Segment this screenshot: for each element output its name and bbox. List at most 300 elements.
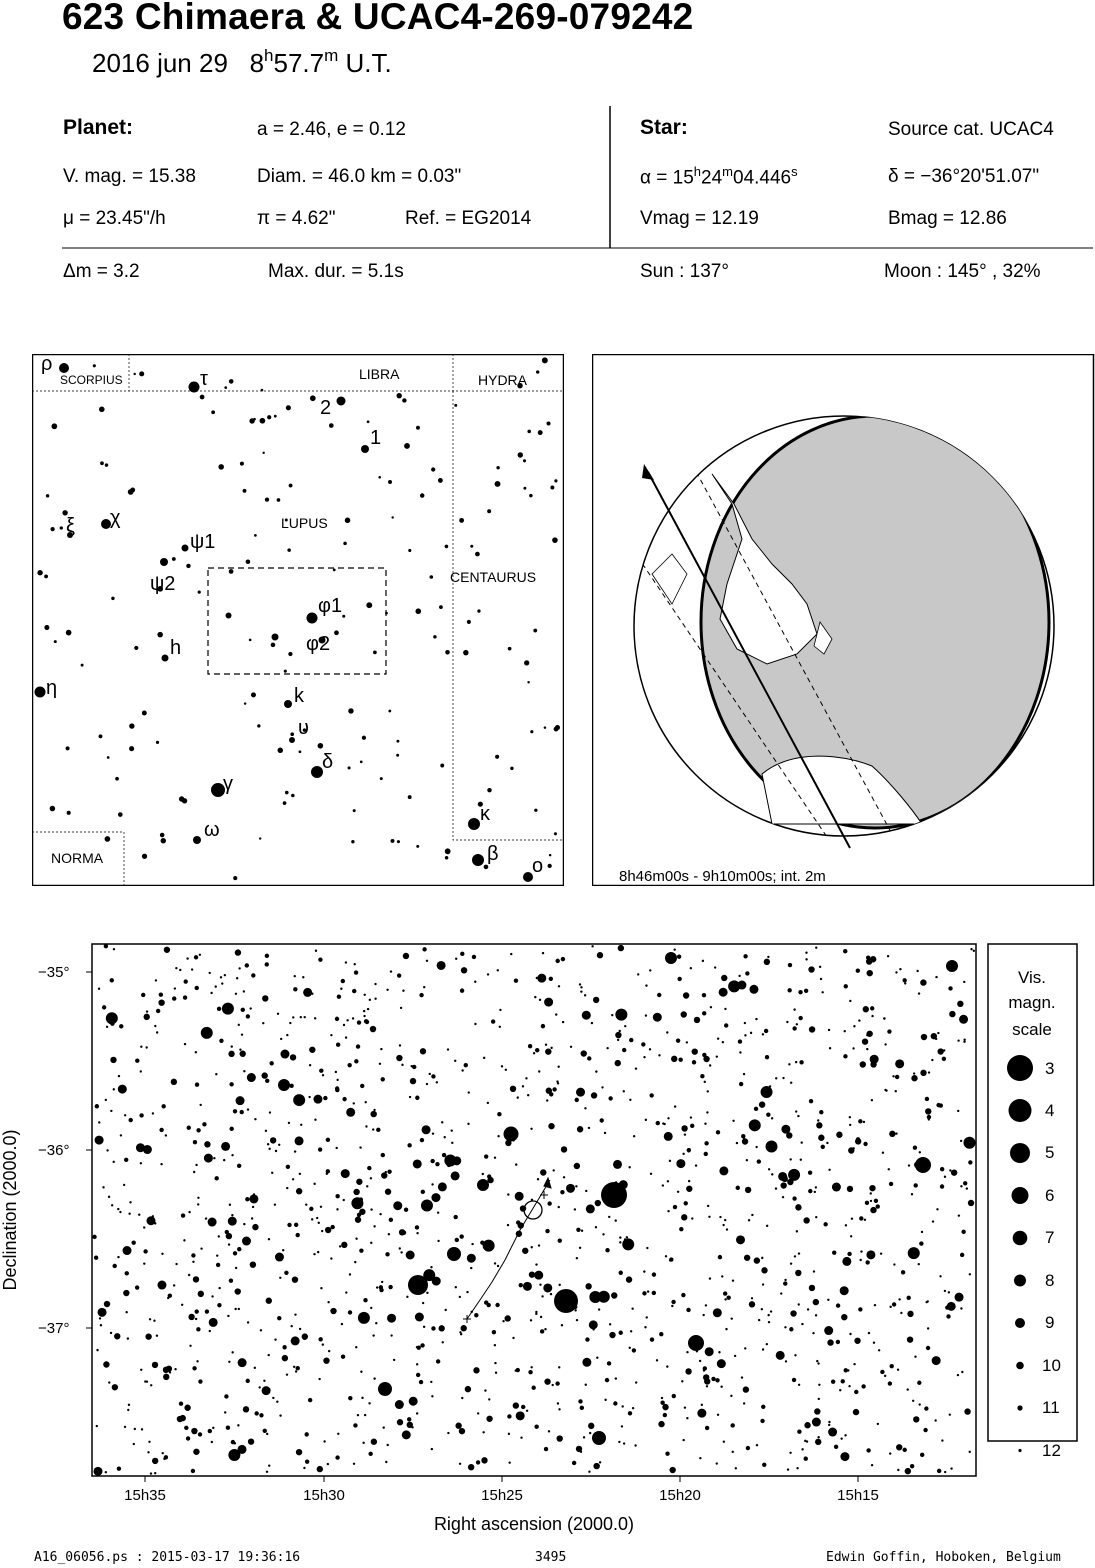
detail-star <box>572 1461 576 1465</box>
detail-star <box>468 1091 470 1093</box>
detail-star <box>148 1441 150 1443</box>
scale-dot <box>1007 1055 1033 1081</box>
detail-star <box>940 1184 944 1188</box>
detail-star <box>499 1009 501 1011</box>
star-label-o: o <box>532 855 544 877</box>
detail-star <box>113 1088 115 1090</box>
detail-star <box>665 1255 667 1257</box>
detail-star <box>413 1402 415 1404</box>
detail-star <box>957 1374 959 1376</box>
finder-star <box>290 732 294 736</box>
detail-star <box>761 1267 767 1273</box>
detail-star <box>501 1065 503 1067</box>
finder-star <box>546 421 550 425</box>
detail-star <box>798 1384 800 1386</box>
detail-star <box>870 1200 872 1202</box>
detail-star <box>459 1428 465 1434</box>
detail-star <box>809 1285 815 1291</box>
detail-star <box>367 1166 371 1170</box>
detail-star <box>739 1051 741 1053</box>
detail-star <box>824 1326 833 1335</box>
detail-star <box>359 1146 361 1148</box>
detail-star <box>266 1298 272 1304</box>
detail-star <box>299 1328 301 1330</box>
detail-star <box>776 1351 785 1360</box>
detail-star <box>678 1058 682 1062</box>
detail-star <box>328 1350 330 1352</box>
detail-star <box>870 956 876 962</box>
detail-star <box>195 1051 197 1053</box>
finder-star <box>100 461 104 465</box>
detail-star <box>268 1238 270 1240</box>
detail-star <box>831 1379 835 1383</box>
detail-star <box>738 1039 742 1043</box>
finder-star <box>111 597 114 600</box>
detail-star <box>635 1067 637 1069</box>
detail-star <box>818 1398 820 1400</box>
detail-star <box>545 1048 551 1054</box>
detail-star <box>119 1024 123 1028</box>
detail-star <box>907 1296 911 1300</box>
detail-star <box>292 1276 298 1282</box>
detail-star <box>671 1305 673 1307</box>
finder-star-named <box>162 655 169 662</box>
detail-star <box>372 1128 374 1130</box>
detail-star <box>790 1262 792 1264</box>
detail-star <box>845 1224 847 1226</box>
detail-star <box>266 1433 268 1435</box>
detail-star <box>224 1411 226 1413</box>
detail-star <box>354 1059 358 1063</box>
detail-star <box>160 1163 162 1165</box>
detail-star <box>393 1201 402 1210</box>
detail-star <box>420 1048 426 1054</box>
scale-mag-9: 9 <box>1045 1313 1055 1332</box>
detail-star <box>336 1043 340 1047</box>
detail-star <box>744 1347 746 1349</box>
detail-star <box>629 1038 633 1042</box>
detail-star <box>320 1206 322 1208</box>
star-label-gamma: γ <box>223 773 233 795</box>
detail-star <box>416 1412 418 1414</box>
detail-star <box>652 1272 656 1276</box>
finder-star <box>348 766 351 769</box>
detail-star <box>430 1381 432 1383</box>
detail-star <box>748 1219 750 1221</box>
detail-star <box>949 1413 951 1415</box>
detail-star <box>261 1072 267 1078</box>
detail-star <box>352 989 356 993</box>
scale-mag-12: 12 <box>1042 1441 1061 1460</box>
detail-star <box>267 1143 269 1145</box>
detail-star <box>183 995 187 999</box>
detail-star <box>582 1358 591 1367</box>
scale-mag-6: 6 <box>1045 1186 1055 1205</box>
detail-star <box>174 1368 176 1370</box>
detail-star <box>607 1361 611 1365</box>
detail-star <box>139 1113 143 1117</box>
scale-dot <box>1014 1275 1026 1287</box>
detail-star <box>820 978 822 980</box>
finder-star-named <box>361 445 369 453</box>
detail-star <box>574 1309 576 1311</box>
detail-star <box>381 1153 385 1157</box>
detail-star <box>544 1378 550 1384</box>
detail-star <box>412 1065 416 1069</box>
detail-star <box>538 1244 540 1246</box>
detail-star <box>717 1037 719 1039</box>
detail-star <box>968 1200 974 1206</box>
detail-star <box>931 1033 937 1039</box>
detail-star <box>827 1299 829 1301</box>
detail-star <box>340 988 342 990</box>
detail-star <box>217 1303 221 1307</box>
finder-star <box>390 839 394 843</box>
detail-star <box>379 1213 381 1215</box>
detail-star <box>389 1218 393 1222</box>
detail-star <box>840 1452 849 1461</box>
detail-star <box>939 1103 943 1107</box>
detail-star <box>609 1323 611 1325</box>
finder-star <box>66 630 72 636</box>
detail-star <box>887 955 889 957</box>
detail-star <box>238 967 240 969</box>
detail-star <box>249 1007 251 1009</box>
detail-star <box>724 1023 728 1027</box>
detail-star <box>127 1337 129 1339</box>
detail-star <box>669 1160 671 1162</box>
detail-star <box>667 1180 669 1182</box>
detail-star <box>275 1150 277 1152</box>
finder-star <box>224 386 227 389</box>
finder-star <box>416 426 420 430</box>
detail-star <box>677 954 681 958</box>
detail-star <box>422 1302 424 1304</box>
detail-star <box>293 1094 305 1106</box>
detail-star <box>576 1257 578 1259</box>
detail-star <box>843 1054 847 1058</box>
detail-star <box>746 1159 748 1161</box>
detail-star <box>863 1006 869 1012</box>
detail-star <box>626 1236 628 1238</box>
detail-star <box>482 1173 484 1175</box>
finder-star <box>484 865 489 870</box>
detail-star <box>251 1217 253 1219</box>
detail-star <box>124 1158 128 1162</box>
detail-star <box>762 1463 766 1467</box>
detail-star <box>218 1287 220 1289</box>
detail-star <box>110 978 114 982</box>
detail-star <box>191 968 193 970</box>
detail-star <box>131 1240 135 1244</box>
detail-star <box>99 1317 101 1319</box>
detail-star <box>330 1034 332 1036</box>
finder-star <box>172 557 176 561</box>
detail-star <box>709 1064 711 1066</box>
detail-star <box>726 1295 730 1299</box>
detail-star <box>622 1048 626 1052</box>
detail-star <box>544 1328 546 1330</box>
detail-star <box>201 1027 213 1039</box>
detail-star <box>827 1339 833 1345</box>
detail-star-bright <box>504 1127 519 1142</box>
finder-star <box>454 404 457 407</box>
detail-star <box>302 1336 306 1340</box>
detail-star <box>280 1038 282 1040</box>
detail-star <box>273 1138 275 1140</box>
detail-star <box>871 1099 873 1101</box>
detail-star <box>880 1252 882 1254</box>
finder-star <box>160 833 165 838</box>
detail-star <box>540 1169 546 1175</box>
detail-star <box>247 1073 256 1082</box>
detail-star <box>416 1363 418 1365</box>
detail-star <box>973 950 975 952</box>
detail-star <box>265 1079 269 1083</box>
detail-star <box>643 1056 645 1058</box>
finder-star <box>129 746 134 751</box>
detail-star <box>726 1228 728 1230</box>
detail-star <box>790 1310 796 1316</box>
detail-star <box>755 1018 757 1020</box>
detail-star <box>431 1395 433 1397</box>
detail-star <box>917 1381 921 1385</box>
detail-star <box>349 1273 351 1275</box>
detail-star <box>162 1452 164 1454</box>
detail-star <box>527 1094 529 1096</box>
finder-star <box>470 545 473 548</box>
detail-star <box>884 1375 886 1377</box>
detail-star <box>217 1007 221 1011</box>
detail-star <box>641 1042 645 1046</box>
detail-star <box>318 957 322 961</box>
detail-star <box>413 1159 422 1168</box>
detail-star <box>570 1046 572 1048</box>
detail-star <box>359 1209 365 1215</box>
detail-star <box>345 1036 347 1038</box>
detail-star <box>474 1313 478 1317</box>
detail-star <box>780 1182 786 1188</box>
detail-star <box>599 1461 601 1463</box>
detail-star <box>193 1449 199 1455</box>
detail-star <box>275 1253 284 1262</box>
detail-star <box>245 1408 247 1410</box>
detail-star <box>742 1138 748 1144</box>
detail-star <box>330 1308 336 1314</box>
detail-star <box>637 973 639 975</box>
detail-star <box>125 1271 129 1275</box>
detail-star <box>730 1395 732 1397</box>
detail-star <box>402 990 404 992</box>
detail-star <box>245 963 249 967</box>
detail-star <box>305 1432 309 1436</box>
header-rules <box>0 0 1095 300</box>
detail-star <box>535 1311 537 1313</box>
finder-star <box>93 364 96 367</box>
detail-star <box>927 1327 929 1329</box>
detail-star <box>268 1148 270 1150</box>
detail-star <box>828 1421 830 1423</box>
page-title: 623 Chimaera & UCAC4-269-079242 <box>62 0 694 37</box>
detail-star <box>970 948 972 950</box>
detail-star <box>221 1142 230 1151</box>
star-bmag: Bmag = 12.86 <box>888 208 1007 229</box>
detail-star <box>618 1441 620 1443</box>
detail-star <box>104 1301 110 1307</box>
detail-star <box>849 1116 851 1118</box>
detail-star <box>768 1168 770 1170</box>
detail-star <box>957 1001 963 1007</box>
detail-star <box>278 1144 280 1146</box>
detail-star <box>585 1337 589 1341</box>
detail-star <box>216 1263 220 1267</box>
detail-star <box>863 1121 865 1123</box>
detail-star <box>815 946 817 948</box>
detail-star <box>658 1054 660 1056</box>
finder-star <box>487 788 491 792</box>
detail-star <box>442 1153 446 1157</box>
detail-star <box>767 1314 769 1316</box>
detail-star <box>679 1227 683 1231</box>
detail-star <box>537 974 546 983</box>
detail-star <box>950 1467 952 1469</box>
detail-star <box>744 1255 750 1261</box>
detail-star <box>92 1235 96 1239</box>
detail-star <box>716 1055 718 1057</box>
detail-star <box>309 1064 311 1066</box>
detail-star <box>635 1381 637 1383</box>
detail-star <box>798 1252 800 1254</box>
detail-star <box>809 1026 815 1032</box>
detail-star <box>920 1453 924 1457</box>
detail-star <box>797 1429 801 1433</box>
detail-star <box>140 1162 142 1164</box>
detail-star <box>634 1444 636 1446</box>
detail-star <box>555 1381 559 1385</box>
detail-star <box>102 1186 104 1188</box>
finder-star <box>340 397 345 402</box>
finder-star <box>285 791 289 795</box>
detail-star <box>873 1342 875 1344</box>
detail-star <box>851 1218 853 1220</box>
detail-star <box>289 1084 293 1088</box>
detail-star <box>870 1192 872 1194</box>
detail-star <box>228 1243 230 1245</box>
finder-star <box>333 568 336 571</box>
detail-star <box>152 1112 154 1114</box>
detail-star <box>252 1224 258 1230</box>
detail-star <box>124 1426 126 1428</box>
detail-star <box>296 1233 300 1237</box>
detail-star <box>792 1026 796 1030</box>
detail-star <box>673 948 675 950</box>
detail-star <box>317 1466 323 1472</box>
detail-star <box>741 1376 743 1378</box>
star-label-phi2: φ2 <box>306 633 331 655</box>
detail-star <box>487 973 489 975</box>
detail-star <box>155 979 157 981</box>
detail-star <box>723 1440 725 1442</box>
detail-star <box>914 1356 916 1358</box>
finder-star <box>438 478 443 483</box>
detail-star <box>188 1211 190 1213</box>
detail-star <box>146 1010 148 1012</box>
detail-star <box>228 1361 230 1363</box>
detail-star <box>358 1312 370 1324</box>
detail-star <box>415 1312 424 1321</box>
detail-star <box>691 1217 693 1219</box>
detail-star <box>370 1307 372 1309</box>
detail-star <box>195 1309 199 1313</box>
detail-star <box>153 1320 155 1322</box>
detail-star <box>538 1070 540 1072</box>
finder-star <box>380 777 383 780</box>
detail-star <box>814 1191 816 1193</box>
finder-star <box>118 812 123 817</box>
detail-star <box>623 1442 625 1444</box>
detail-star <box>105 1471 107 1473</box>
detail-star <box>250 1261 256 1267</box>
finder-star <box>496 466 499 469</box>
detail-star <box>575 1098 579 1102</box>
detail-star <box>961 1253 963 1255</box>
finder-star <box>66 746 70 750</box>
detail-star <box>672 1394 676 1398</box>
detail-star <box>181 1213 185 1217</box>
detail-star <box>370 1026 376 1032</box>
detail-star <box>593 997 599 1003</box>
detail-star <box>353 1463 355 1465</box>
detail-star <box>181 1304 183 1306</box>
detail-star <box>388 1190 390 1192</box>
detail-star <box>628 1411 632 1415</box>
detail-star <box>722 1041 724 1043</box>
finder-star <box>378 476 381 479</box>
planet-reference: Ref. = EG2014 <box>405 208 532 229</box>
detail-star <box>624 1025 626 1027</box>
detail-star <box>407 1143 411 1147</box>
detail-star <box>534 996 536 998</box>
detail-star <box>618 945 624 951</box>
detail-star <box>515 1163 517 1165</box>
finder-star <box>211 410 215 414</box>
detail-star <box>323 1096 327 1100</box>
detail-star <box>823 1222 827 1226</box>
detail-star <box>724 1298 726 1300</box>
detail-star <box>619 1236 621 1238</box>
detail-star <box>233 1109 237 1113</box>
detail-star <box>525 1077 527 1079</box>
finder-star <box>129 723 134 728</box>
detail-star <box>326 1138 330 1142</box>
detail-star <box>907 1336 913 1342</box>
detail-star <box>605 1248 609 1252</box>
detail-star <box>868 1332 870 1334</box>
detail-star <box>794 1255 796 1257</box>
detail-star <box>913 1146 917 1150</box>
detail-star <box>508 1461 510 1463</box>
detail-star <box>893 1263 895 1265</box>
detail-star <box>622 1238 634 1250</box>
detail-star <box>552 1087 556 1091</box>
footer-number: 3495 <box>535 1550 567 1565</box>
finder-star <box>218 464 224 470</box>
detail-star <box>650 1173 652 1175</box>
detail-star <box>899 968 901 970</box>
detail-star <box>789 1327 793 1331</box>
detail-star <box>214 1176 218 1180</box>
detail-star <box>583 1436 585 1438</box>
